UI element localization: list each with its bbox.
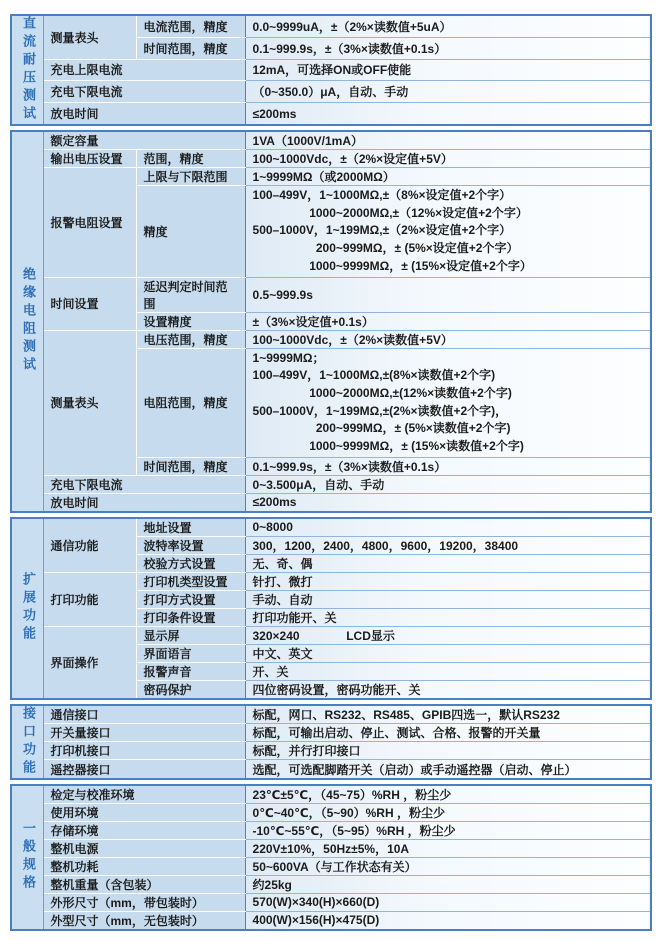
spec-value-cell: 100~1000Vdc，±（2%×设定值+5V） xyxy=(245,150,651,168)
spec-sublabel-cell: 报警声音 xyxy=(136,662,245,680)
spec-value-cell: 300，1200，2400，4800，9600，19200，38400 xyxy=(245,536,651,554)
spec-sublabel-cell: 波特率设置 xyxy=(136,536,245,554)
spec-value-cell: ≤200ms xyxy=(245,493,651,512)
table-row xyxy=(11,705,651,724)
spec-label-cell: 遥控器接口 xyxy=(43,760,245,779)
spec-value-cell: 手动、自动 xyxy=(245,590,651,608)
spec-value-line: 500–1000V，1~199MΩ,±(2%×读数值+2个字)， xyxy=(252,403,508,418)
spec-section-table-4 xyxy=(10,784,652,931)
spec-value-cell xyxy=(245,348,651,457)
table-row xyxy=(11,785,651,804)
spec-sublabel-cell: 电流范围，精度 xyxy=(136,15,245,37)
spec-value-cell xyxy=(245,186,651,278)
spec-label-cell: 充电下限电流 xyxy=(43,475,245,493)
table-row xyxy=(11,839,651,857)
table-row xyxy=(11,493,651,512)
spec-value-line: 1000~2000MΩ,±(12%×读数值+2个字) xyxy=(252,385,512,400)
spec-label-cell: 时间设置 xyxy=(43,277,136,330)
table-row xyxy=(11,893,651,911)
category-cell xyxy=(11,131,43,512)
table-row xyxy=(11,518,651,537)
spec-label-cell: 放电时间 xyxy=(43,103,245,125)
table-row xyxy=(11,59,651,81)
spec-label-cell: 检定与校准环境 xyxy=(43,785,245,804)
spec-value-cell: 针打、微打 xyxy=(245,572,651,590)
spec-value-cell: 0.1~999.9s，±（3%×读数值+0.1s） xyxy=(245,457,651,475)
spec-value-cell: -10℃~55℃，（5~95）%RH ，粉尘少 xyxy=(245,821,651,839)
spec-section-table-1 xyxy=(10,130,652,513)
spec-sublabel-cell: 电压范围，精度 xyxy=(136,330,245,348)
spec-value-line: 200~999MΩ，± (5%×读数值+2个字) xyxy=(252,421,511,436)
category-cell xyxy=(11,518,43,699)
spec-value-cell: 标配，并行打印接口 xyxy=(245,742,651,760)
spec-label-cell: 放电时间 xyxy=(43,493,245,512)
spec-label-cell: 通信功能 xyxy=(43,518,136,573)
category-label: 接口功能 xyxy=(21,705,36,778)
spec-value-line: 100–499V，1~1000MΩ,±(8%×读数值+2个字) xyxy=(252,368,496,383)
table-row xyxy=(11,15,651,37)
spec-sublabel-cell: 上限与下限范围 xyxy=(136,168,245,186)
category-cell xyxy=(11,15,43,125)
table-row xyxy=(11,857,651,875)
spec-sublabel-cell: 打印方式设置 xyxy=(136,590,245,608)
spec-value-cell: 23℃±5℃，（45~75）%RH ，粉尘少 xyxy=(245,785,651,804)
spec-section-table-0 xyxy=(10,14,652,126)
spec-label-cell: 整机电源 xyxy=(43,839,245,857)
spec-value-cell: 0.1~999.9s，±（3%×读数值+0.1s） xyxy=(245,37,651,59)
spec-sublabel-cell: 界面语言 xyxy=(136,644,245,662)
spec-label-cell: 通信接口 xyxy=(43,705,245,724)
spec-value-cell: 400(W)×156(H)×475(D) xyxy=(245,911,651,930)
spec-value-cell: 0~3.500μA，自动、手动 xyxy=(245,475,651,493)
table-row xyxy=(11,330,651,348)
spec-sublabel-cell: 精度 xyxy=(136,186,245,278)
table-row xyxy=(11,475,651,493)
table-row xyxy=(11,626,651,644)
spec-value-cell: 0~8000 xyxy=(245,518,651,537)
category-label: 一般规格 xyxy=(21,821,36,894)
spec-value-cell: 标配，可输出启动、停止、测试、合格、报警的开关量 xyxy=(245,723,651,741)
spec-value-cell: 开、关 xyxy=(245,662,651,680)
spec-value-cell: 1VA（1000V/1mA） xyxy=(245,131,651,150)
spec-label-cell: 测量表头 xyxy=(43,330,136,475)
spec-sublabel-cell: 地址设置 xyxy=(136,518,245,537)
spec-label-cell: 使用环境 xyxy=(43,803,245,821)
spec-label-cell: 测量表头 xyxy=(43,15,136,59)
spec-label-cell: 外形尺寸（mm，带包装时） xyxy=(43,893,245,911)
spec-label-cell: 打印机接口 xyxy=(43,742,245,760)
spec-label-cell: 充电上限电流 xyxy=(43,59,245,81)
spec-value-cell: 12mA，可选择ON或OFF使能 xyxy=(245,59,651,81)
spec-label-cell: 输出电压设置 xyxy=(43,150,136,168)
spec-label-cell: 界面操作 xyxy=(43,626,136,699)
table-row xyxy=(11,572,651,590)
table-row xyxy=(11,277,651,312)
spec-value-cell: 标配，网口、RS232、RS485、GPIB四选一，默认RS232 xyxy=(245,705,651,724)
spec-value-cell: 中文、英文 xyxy=(245,644,651,662)
spec-value-cell: （0~350.0）μA，自动、手动 xyxy=(245,81,651,103)
spec-label-cell: 额定容量 xyxy=(43,131,245,150)
spec-label-cell: 整机重量（含包装） xyxy=(43,875,245,893)
spec-value-cell: 无、奇、偶 xyxy=(245,554,651,572)
spec-sublabel-cell: 打印机类型设置 xyxy=(136,572,245,590)
spec-value-cell: 570(W)×340(H)×660(D) xyxy=(245,893,651,911)
table-row xyxy=(11,131,651,150)
spec-value-cell: 100~1000Vdc，±（2%×读数值+5V） xyxy=(245,330,651,348)
spec-sublabel-cell: 设置精度 xyxy=(136,312,245,330)
spec-sublabel-cell: 显示屏 xyxy=(136,626,245,644)
spec-sublabel-cell: 打印条件设置 xyxy=(136,608,245,626)
spec-value-cell: 50~600VA（与工作状态有关） xyxy=(245,857,651,875)
table-row xyxy=(11,103,651,125)
table-row xyxy=(11,760,651,779)
spec-value-cell: 220V±10%，50Hz±5%，10A xyxy=(245,839,651,857)
spec-label-cell: 打印功能 xyxy=(43,572,136,626)
spec-value-cell: 0.5~999.9s xyxy=(245,277,651,312)
spec-value-cell: ≤200ms xyxy=(245,103,651,125)
spec-label-cell: 开关量接口 xyxy=(43,723,245,741)
spec-label-cell: 充电下限电流 xyxy=(43,81,245,103)
spec-label-cell: 外型尺寸（mm，无包装时） xyxy=(43,911,245,930)
category-label: 扩展功能 xyxy=(21,572,36,645)
spec-value-cell: 打印功能开、关 xyxy=(245,608,651,626)
spec-table xyxy=(10,14,650,931)
spec-value-cell: 0℃~40℃，（5~90）%RH ，粉尘少 xyxy=(245,803,651,821)
spec-sublabel-cell: 范围，精度 xyxy=(136,150,245,168)
spec-value-line: 1000~2000MΩ,±（12%×设定值+2个字） xyxy=(252,205,528,220)
spec-sublabel-cell: 时间范围，精度 xyxy=(136,457,245,475)
category-cell xyxy=(11,705,43,779)
spec-label-cell: 报警电阻设置 xyxy=(43,168,136,278)
spec-sublabel-cell: 时间范围，精度 xyxy=(136,37,245,59)
category-label: 绝缘电阻测试 xyxy=(21,267,36,376)
spec-value-line: 1000~9999MΩ，± (15%×读数值+2个字) xyxy=(252,439,524,454)
table-row xyxy=(11,150,651,168)
spec-label-cell: 整机功耗 xyxy=(43,857,245,875)
spec-value-cell: 约25kg xyxy=(245,875,651,893)
spec-value-line: 1~9999MΩ； xyxy=(252,350,325,365)
spec-section-table-2 xyxy=(10,517,652,700)
category-label: 直流耐压测试 xyxy=(21,16,36,124)
spec-value-cell: 0.0~9999uA，±（2%×读数值+5uA） xyxy=(245,15,651,37)
table-row xyxy=(11,911,651,930)
spec-section-table-3 xyxy=(10,704,652,780)
table-row xyxy=(11,723,651,741)
spec-value-cell: 四位密码设置，密码功能开、关 xyxy=(245,680,651,699)
spec-value-line: 1000~9999MΩ，± (15%×设定值+2个字） xyxy=(252,258,532,273)
spec-value-line: 200~999MΩ，± (5%×设定值+2个字） xyxy=(252,241,519,256)
spec-label-cell: 存储环境 xyxy=(43,821,245,839)
spec-value-cell: ±（3%×设定值+0.1s） xyxy=(245,312,651,330)
table-row xyxy=(11,742,651,760)
category-cell xyxy=(11,785,43,930)
spec-sublabel-cell: 延迟判定时间范围 xyxy=(136,277,245,312)
table-row xyxy=(11,821,651,839)
spec-value-line: 100–499V，1~1000MΩ,±（8%×设定值+2个字） xyxy=(252,188,512,202)
spec-value-cell: 320×240 LCD显示 xyxy=(245,626,651,644)
table-row xyxy=(11,803,651,821)
spec-value-cell: 1~9999MΩ（或2000MΩ） xyxy=(245,168,651,186)
spec-value-cell: 选配，可选配脚踏开关（启动）或手动遥控器（启动、停止） xyxy=(245,760,651,779)
spec-value-line: 500–1000V，1~199MΩ,±（2%×设定值+2个字） xyxy=(252,223,512,238)
spec-sublabel-cell: 电阻范围，精度 xyxy=(136,348,245,457)
spec-sublabel-cell: 校验方式设置 xyxy=(136,554,245,572)
table-row xyxy=(11,81,651,103)
table-row xyxy=(11,875,651,893)
spec-sublabel-cell: 密码保护 xyxy=(136,680,245,699)
table-row xyxy=(11,168,651,186)
